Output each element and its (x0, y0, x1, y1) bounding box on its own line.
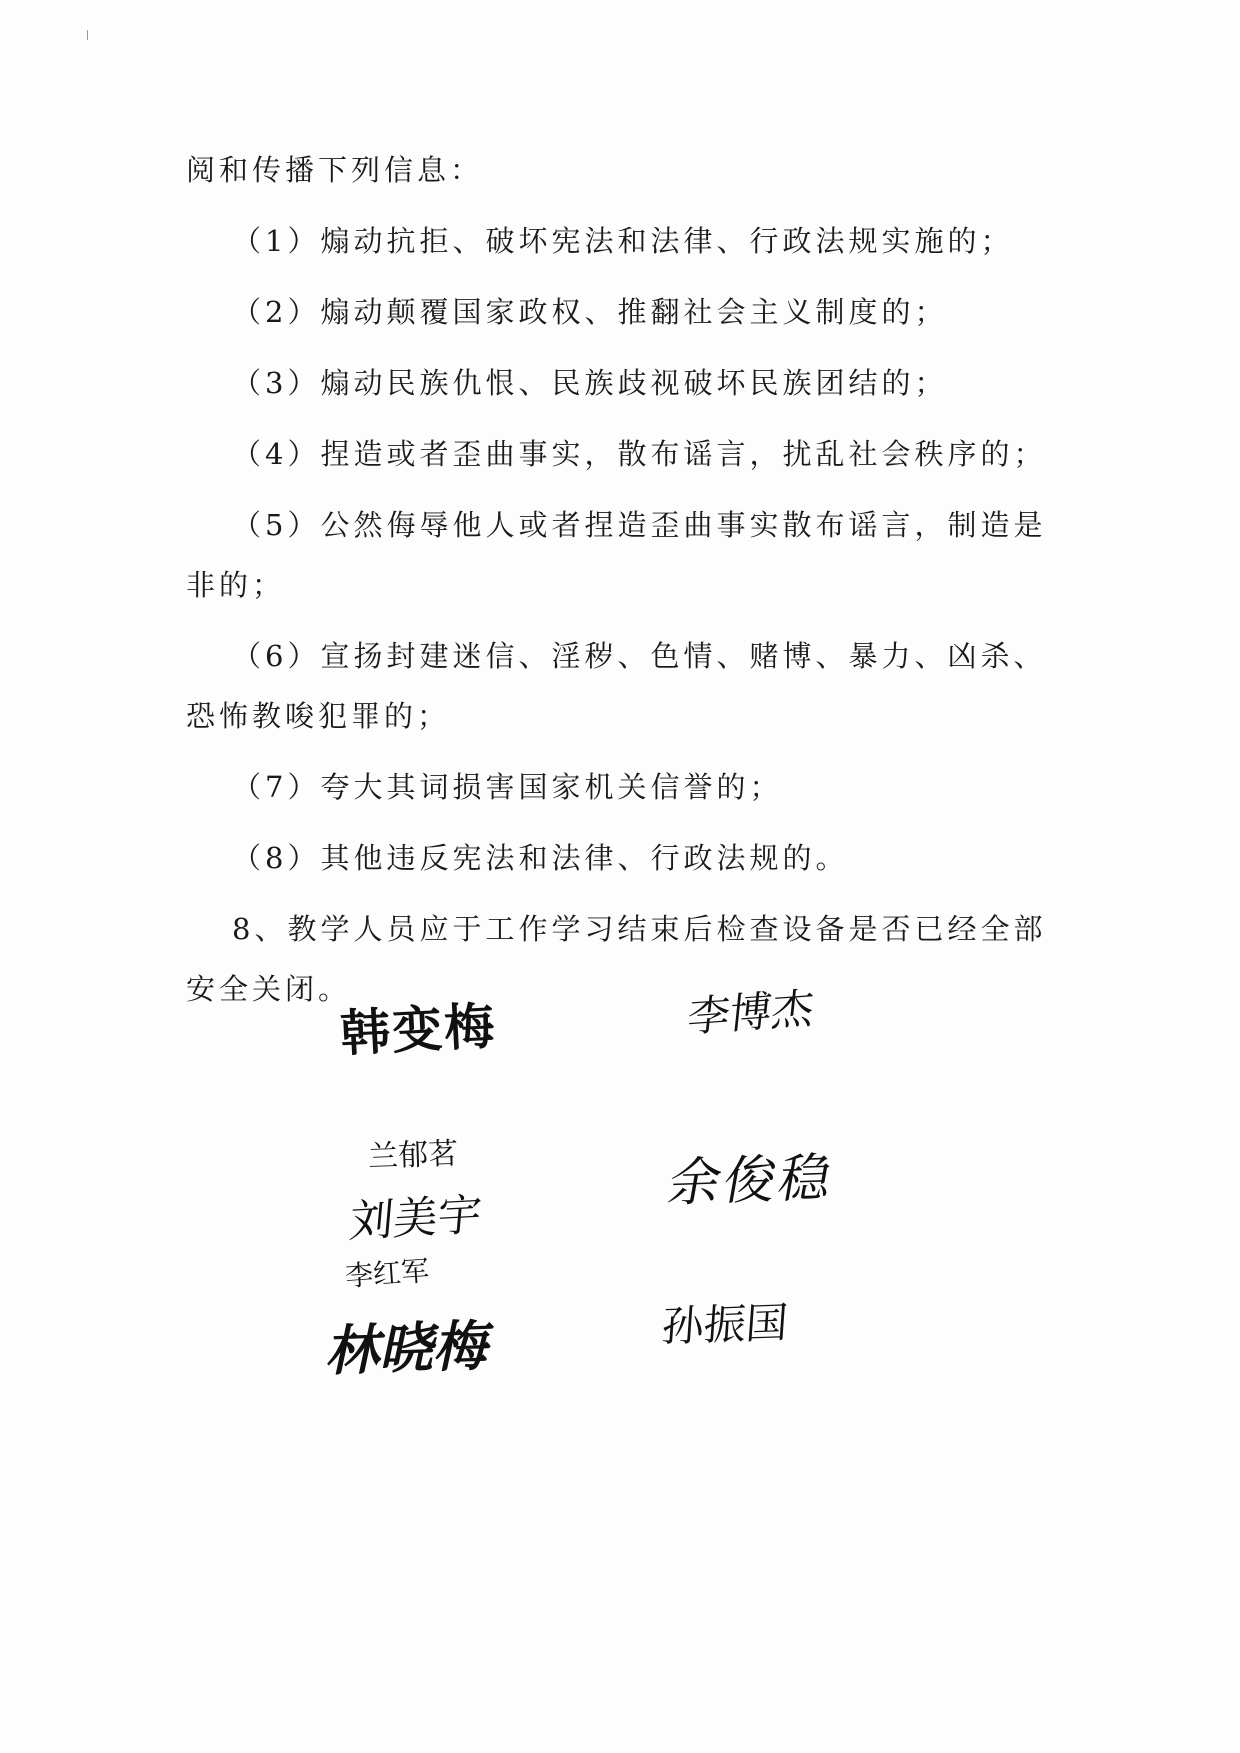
signature-li-top: 李博杰 (685, 983, 817, 1042)
list-item-7: （7）夸大其词损害国家机关信誉的； (232, 770, 783, 804)
list-item-6-continued: 恐怖教唆犯罪的； (186, 699, 451, 733)
scan-mark (87, 30, 88, 40)
signature-sun: 孙振国 (660, 1297, 790, 1352)
list-item-4: （4）捏造或者歪曲事实，散布谣言，扰乱社会秩序的； (232, 437, 1047, 471)
signature-li-hong: 李红军 (344, 1254, 431, 1293)
list-item-2: （2）煽动颠覆国家政权、推翻社会主义制度的； (232, 295, 948, 329)
signature-lin: 林晓梅 (322, 1313, 498, 1384)
rule-8-continued: 安全关闭。 (186, 972, 352, 1006)
list-item-5-continued: 非的； (186, 568, 286, 602)
signature-liu: 刘美宇 (347, 1189, 484, 1248)
list-item-6: （6）宣扬封建迷信、淫秽、色情、赌博、暴力、凶杀、 (232, 639, 1047, 673)
signature-yu: 余俊稳 (663, 1147, 840, 1215)
document-body (186, 150, 1056, 1040)
rule-8: 8、教学人员应于工作学习结束后检查设备是否已经全部 (232, 912, 1047, 946)
list-item-1: （1）煽动抗拒、破坏宪法和法律、行政法规实施的； (232, 224, 1014, 258)
signature-lan: 兰郁茗 (367, 1136, 459, 1175)
list-item-5: （5）公然侮辱他人或者捏造歪曲事实散布谣言，制造是 (232, 508, 1047, 542)
text-line: 阅和传播下列信息： (186, 153, 484, 187)
signature-han: 韩变梅 (338, 996, 498, 1064)
list-item-3: （3）煽动民族仇恨、民族歧视破坏民族团结的； (232, 366, 948, 400)
list-item-8: （8）其他违反宪法和法律、行政法规的。 (232, 841, 849, 875)
